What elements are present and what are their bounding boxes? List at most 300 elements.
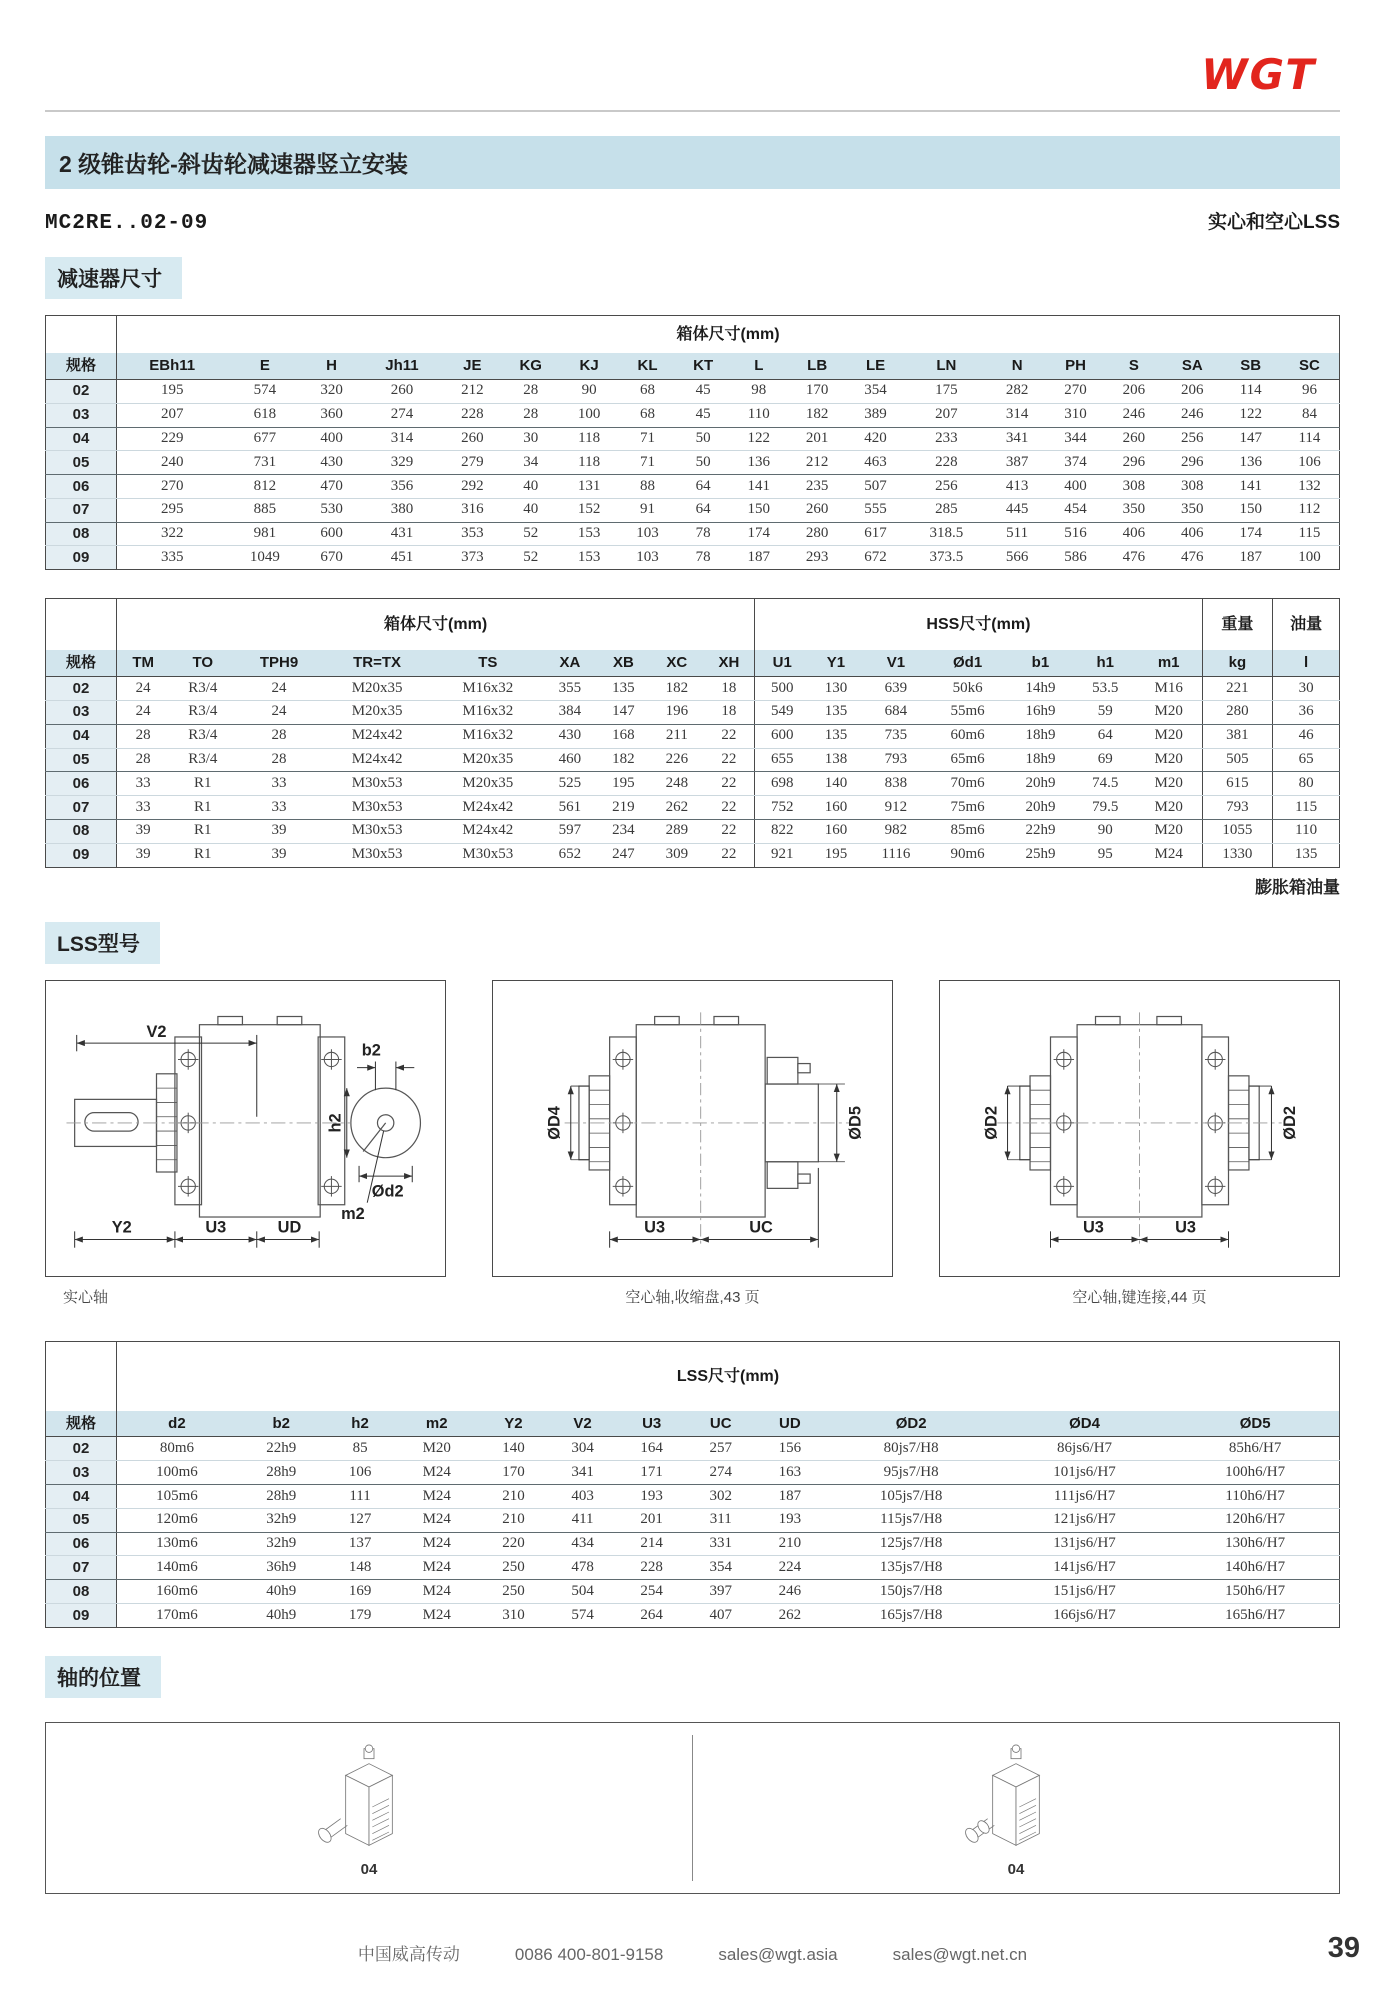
column-header: N xyxy=(988,353,1046,379)
table-row-06 xyxy=(46,1532,1340,1556)
value-cell: 40h9 xyxy=(237,1580,326,1604)
shaft-position-left xyxy=(46,1723,692,1893)
spec-cell: 02 xyxy=(46,379,117,403)
value-cell: M16 xyxy=(1136,677,1202,701)
value-cell: 160m6 xyxy=(117,1580,237,1604)
value-cell: 135js7/H8 xyxy=(824,1556,997,1580)
value-cell: M24 xyxy=(395,1461,479,1485)
column-header: PH xyxy=(1046,353,1104,379)
value-cell: 166js6/H7 xyxy=(1053,1606,1116,1623)
value-cell: 314 xyxy=(361,427,443,451)
value-cell: 135 xyxy=(809,700,862,724)
table-row-04 xyxy=(46,1485,1340,1509)
value-cell: 260 xyxy=(788,498,846,522)
value-cell: 555 xyxy=(846,498,904,522)
value-cell: 600 xyxy=(755,724,809,748)
value-cell: 130m6 xyxy=(117,1532,237,1556)
value-cell: 115js7/H8 xyxy=(824,1508,997,1532)
value-cell: 175 xyxy=(905,379,988,403)
value-cell: 18h9 xyxy=(1006,724,1075,748)
value-cell: 250 xyxy=(479,1556,548,1580)
value-cell: 246 xyxy=(755,1580,824,1604)
value-cell: 309 xyxy=(665,846,689,863)
value-cell: 90 xyxy=(560,379,618,403)
value-cell: 22 xyxy=(704,772,755,796)
value-cell: 530 xyxy=(302,498,360,522)
dim-label-ud: UD xyxy=(277,1218,302,1237)
value-cell: 68 xyxy=(618,403,676,427)
value-cell: 221 xyxy=(1202,677,1273,701)
value-cell: 981 xyxy=(227,522,302,546)
value-cell: 353 xyxy=(443,522,501,546)
value-cell: 160 xyxy=(809,819,862,843)
value-cell: 302 xyxy=(686,1485,755,1509)
value-cell: 504 xyxy=(548,1580,617,1604)
value-cell: 140 xyxy=(809,772,862,796)
value-cell: 16h9 xyxy=(1006,700,1075,724)
value-cell: 39 xyxy=(135,846,151,863)
value-cell: 130 xyxy=(809,677,862,701)
value-cell: 354 xyxy=(846,379,904,403)
value-cell: 193 xyxy=(755,1508,824,1532)
value-cell: 153 xyxy=(560,522,618,546)
value-cell: 79.5 xyxy=(1075,796,1136,820)
dim-label-y2: Y2 xyxy=(111,1218,132,1237)
value-cell: 318.5 xyxy=(905,522,988,546)
value-cell: 207 xyxy=(905,403,988,427)
value-cell: 380 xyxy=(361,498,443,522)
column-header: SC xyxy=(1280,353,1340,379)
value-cell: 45 xyxy=(677,379,730,403)
table-row-08 xyxy=(46,522,1340,546)
diagram-shrink-disc xyxy=(492,980,893,1307)
value-cell: M16x32 xyxy=(432,724,543,748)
value-cell: M20 xyxy=(1136,796,1202,820)
value-cell: M20x35 xyxy=(322,700,433,724)
value-cell: 406 xyxy=(1163,522,1221,546)
value-cell: R3/4 xyxy=(169,724,236,748)
value-cell: 470 xyxy=(302,475,360,499)
value-cell: 912 xyxy=(863,796,929,820)
spec-cell: 03 xyxy=(46,700,117,724)
page-title: 2 级锥齿轮-斜齿轮减速器竖立安装 xyxy=(45,136,1340,189)
value-cell: 355 xyxy=(543,677,596,701)
shaft-position-icon-hollow xyxy=(956,1738,1076,1856)
value-cell: 206 xyxy=(1105,379,1163,403)
value-cell: 254 xyxy=(617,1580,686,1604)
column-header: SA xyxy=(1163,353,1221,379)
value-cell: 311 xyxy=(686,1508,755,1532)
value-cell: M20x35 xyxy=(432,748,543,772)
dim-label-d5: ØD5 xyxy=(846,1106,865,1140)
value-cell: 80m6 xyxy=(117,1437,237,1461)
value-cell: 103 xyxy=(618,522,676,546)
value-cell: 982 xyxy=(863,819,929,843)
value-cell: 400 xyxy=(302,427,360,451)
value-cell: 250 xyxy=(479,1580,548,1604)
value-cell: 111 xyxy=(326,1485,395,1509)
value-cell: 135 xyxy=(597,677,650,701)
value-cell: 1049 xyxy=(249,548,280,565)
dim-label-d2-right: ØD2 xyxy=(1280,1106,1299,1140)
value-cell: 206 xyxy=(1163,379,1221,403)
value-cell: 670 xyxy=(320,548,343,565)
value-cell: 403 xyxy=(548,1485,617,1509)
table-row-09 xyxy=(46,1604,1340,1628)
value-cell: 71 xyxy=(618,451,676,475)
value-cell: 24 xyxy=(236,700,321,724)
column-header: XA xyxy=(543,650,596,676)
value-cell: 235 xyxy=(788,475,846,499)
value-cell: 65 xyxy=(1273,748,1340,772)
value-cell: 32h9 xyxy=(237,1508,326,1532)
value-cell: 28 xyxy=(236,724,321,748)
value-cell: M20x35 xyxy=(432,772,543,796)
column-header: V1 xyxy=(863,650,929,676)
value-cell: 460 xyxy=(543,748,596,772)
dimension-lines xyxy=(571,1084,845,1248)
value-cell: 406 xyxy=(1105,522,1163,546)
value-cell: 411 xyxy=(548,1508,617,1532)
value-cell: 430 xyxy=(302,451,360,475)
value-cell: 40h9 xyxy=(266,1606,297,1623)
column-header: UD xyxy=(755,1411,824,1437)
value-cell: 264 xyxy=(640,1606,663,1623)
column-header: Jh11 xyxy=(361,353,443,379)
value-cell: 246 xyxy=(1105,403,1163,427)
value-cell: 384 xyxy=(543,700,596,724)
spec-cell: 08 xyxy=(46,819,117,843)
value-cell: 274 xyxy=(361,403,443,427)
spec-cell: 09 xyxy=(46,1604,117,1628)
dim-label-d4: ØD4 xyxy=(545,1106,564,1140)
value-cell: 84 xyxy=(1280,403,1340,427)
column-header: Y2 xyxy=(479,1411,548,1437)
value-cell: 105js7/H8 xyxy=(824,1485,997,1509)
value-cell: 210 xyxy=(755,1532,824,1556)
value-cell: 98 xyxy=(730,379,788,403)
column-header: l xyxy=(1273,650,1340,676)
value-cell: 387 xyxy=(988,451,1046,475)
value-cell: 617 xyxy=(846,522,904,546)
column-header: LE xyxy=(846,353,904,379)
value-cell: 341 xyxy=(988,427,1046,451)
value-cell: 141 xyxy=(1222,475,1280,499)
value-cell: M24x42 xyxy=(432,819,543,843)
value-cell: 454 xyxy=(1046,498,1104,522)
value-cell: 106 xyxy=(326,1461,395,1485)
value-cell: 127 xyxy=(326,1508,395,1532)
value-cell: 131 xyxy=(560,475,618,499)
value-cell: 22h9 xyxy=(1006,819,1075,843)
value-cell: 282 xyxy=(988,379,1046,403)
value-cell: 574 xyxy=(571,1606,594,1623)
value-cell: 18 xyxy=(704,700,755,724)
value-cell: 201 xyxy=(788,427,846,451)
value-cell: 22 xyxy=(704,819,755,843)
value-cell: R3/4 xyxy=(169,700,236,724)
value-cell: 822 xyxy=(755,819,809,843)
footer-email-cn: sales@wgt.net.cn xyxy=(892,1944,1028,1964)
value-cell: 101js6/H7 xyxy=(998,1461,1171,1485)
value-cell: 329 xyxy=(361,451,443,475)
table-row-02 xyxy=(46,379,1340,403)
value-cell: 320 xyxy=(302,379,360,403)
value-cell: 24 xyxy=(117,700,170,724)
value-cell: 212 xyxy=(788,451,846,475)
value-cell: 40 xyxy=(502,475,560,499)
value-cell: 132 xyxy=(1280,475,1340,499)
value-cell: 196 xyxy=(650,700,703,724)
column-header: L xyxy=(730,353,788,379)
column-header: b2 xyxy=(237,1411,326,1437)
dim-label-u3-right: U3 xyxy=(1175,1218,1196,1237)
value-cell: M24x42 xyxy=(432,796,543,820)
dim-label-d2: Ød2 xyxy=(371,1182,404,1201)
value-cell: 65m6 xyxy=(929,748,1006,772)
value-cell: 30 xyxy=(502,427,560,451)
value-cell: 698 xyxy=(755,772,809,796)
value-cell: 735 xyxy=(863,724,929,748)
value-cell: 885 xyxy=(227,498,302,522)
value-cell: 70m6 xyxy=(929,772,1006,796)
column-header: Y1 xyxy=(809,650,862,676)
column-header: XC xyxy=(650,650,703,676)
value-cell: 80js7/H8 xyxy=(824,1437,997,1461)
column-header: V2 xyxy=(548,1411,617,1437)
value-cell: 170m6 xyxy=(156,1606,198,1623)
column-header: XB xyxy=(597,650,650,676)
column-header: KG xyxy=(502,353,560,379)
value-cell: 22 xyxy=(704,843,755,867)
shaft-position-label: 04 xyxy=(360,1860,378,1878)
value-cell: 125js7/H8 xyxy=(824,1532,997,1556)
value-cell: 140m6 xyxy=(117,1556,237,1580)
value-cell: 228 xyxy=(905,451,988,475)
value-cell: 256 xyxy=(1163,427,1221,451)
value-cell: 296 xyxy=(1163,451,1221,475)
value-cell: 170 xyxy=(788,379,846,403)
value-cell: 32h9 xyxy=(237,1532,326,1556)
value-cell: 260 xyxy=(361,379,443,403)
column-header: S xyxy=(1105,353,1163,379)
section-label-reducer-dimensions: 减速器尺寸 xyxy=(45,257,182,299)
value-cell: 684 xyxy=(863,700,929,724)
value-cell: 78 xyxy=(677,522,730,546)
value-cell: 274 xyxy=(686,1461,755,1485)
column-header: Ød1 xyxy=(929,650,1006,676)
value-cell: 289 xyxy=(650,819,703,843)
footer-email-asia: sales@wgt.asia xyxy=(718,1944,838,1964)
value-cell: 138 xyxy=(809,748,862,772)
table-row-02 xyxy=(46,677,1340,701)
value-cell: 52 xyxy=(523,548,539,565)
model-code: MC2RE..02-09 xyxy=(45,212,209,235)
value-cell: 354 xyxy=(686,1556,755,1580)
value-cell: 64 xyxy=(677,475,730,499)
table2-oil-title: 油量 xyxy=(1273,599,1340,651)
value-cell: 280 xyxy=(1202,700,1273,724)
value-cell: 135 xyxy=(1294,846,1318,863)
value-cell: 731 xyxy=(227,451,302,475)
value-cell: 33 xyxy=(117,772,170,796)
dim-label-b2: b2 xyxy=(361,1041,381,1060)
value-cell: 136 xyxy=(1222,451,1280,475)
table-row-08 xyxy=(46,819,1340,843)
value-cell: 168 xyxy=(597,724,650,748)
value-cell: 39 xyxy=(117,819,170,843)
value-cell: 86js6/H7 xyxy=(998,1437,1171,1461)
value-cell: 212 xyxy=(443,379,501,403)
value-cell: 373 xyxy=(461,548,484,565)
value-cell: 187 xyxy=(1239,548,1262,565)
value-cell: M20x35 xyxy=(322,677,433,701)
value-cell: 434 xyxy=(548,1532,617,1556)
value-cell: R1 xyxy=(169,772,236,796)
value-cell: 39 xyxy=(271,846,287,863)
footer-phone: 0086 400-801-9158 xyxy=(514,1944,664,1964)
column-header: JE xyxy=(443,353,501,379)
value-cell: 55m6 xyxy=(929,700,1006,724)
value-cell: 195 xyxy=(117,379,228,403)
value-cell: 652 xyxy=(558,846,582,863)
value-cell: 85m6 xyxy=(929,819,1006,843)
value-cell: 344 xyxy=(1046,427,1104,451)
value-cell: 80 xyxy=(1273,772,1340,796)
value-cell: 96 xyxy=(1280,379,1340,403)
column-header: TR=TX xyxy=(322,650,433,676)
value-cell: 150 xyxy=(730,498,788,522)
value-cell: 793 xyxy=(863,748,929,772)
column-header: U1 xyxy=(755,650,809,676)
value-cell: 90 xyxy=(1075,819,1136,843)
value-cell: 407 xyxy=(709,1606,733,1623)
value-cell: 174 xyxy=(730,522,788,546)
value-cell: 210 xyxy=(479,1485,548,1509)
value-cell: 233 xyxy=(905,427,988,451)
table-row-04 xyxy=(46,427,1340,451)
spec-cell: 05 xyxy=(46,451,117,475)
value-cell: 110 xyxy=(1273,819,1340,843)
value-cell: 95 xyxy=(1097,846,1113,863)
value-cell: 561 xyxy=(543,796,596,820)
section-label-lss-type: LSS型号 xyxy=(45,922,160,964)
value-cell: M30x53 xyxy=(322,796,433,820)
value-cell: 111js6/H7 xyxy=(998,1485,1171,1509)
table2-group2-title: HSS尺寸(mm) xyxy=(755,599,1202,651)
value-cell: 105m6 xyxy=(117,1485,237,1509)
value-cell: 151js6/H7 xyxy=(998,1580,1171,1604)
spec-cell: 09 xyxy=(46,843,117,867)
column-header: EBh11 xyxy=(117,353,228,379)
value-cell: M20 xyxy=(1136,700,1202,724)
value-cell: R1 xyxy=(194,846,212,863)
column-header: LN xyxy=(905,353,988,379)
spec-cell: 08 xyxy=(46,522,117,546)
dim-label-d2-left: ØD2 xyxy=(982,1106,1001,1140)
table-row-06 xyxy=(46,475,1340,499)
value-cell: 350 xyxy=(1163,498,1221,522)
value-cell: 45 xyxy=(677,403,730,427)
value-cell: 118 xyxy=(560,427,618,451)
table-row-09 xyxy=(46,546,1340,570)
value-cell: M24 xyxy=(395,1485,479,1509)
spec-cell: 03 xyxy=(46,1461,117,1485)
value-cell: 525 xyxy=(543,772,596,796)
spec-cell: 04 xyxy=(46,1485,117,1509)
value-cell: 106 xyxy=(1280,451,1340,475)
value-cell: 331 xyxy=(686,1532,755,1556)
value-cell: 163 xyxy=(755,1461,824,1485)
value-cell: 505 xyxy=(1202,748,1273,772)
value-cell: 64 xyxy=(677,498,730,522)
column-header: h1 xyxy=(1075,650,1136,676)
value-cell: 22 xyxy=(704,796,755,820)
value-cell: M20 xyxy=(1136,819,1202,843)
spec-column-header: 规格 xyxy=(46,1411,117,1437)
column-header: E xyxy=(227,353,302,379)
value-cell: 141js6/H7 xyxy=(998,1556,1171,1580)
value-cell: 285 xyxy=(905,498,988,522)
value-cell: 50k6 xyxy=(929,677,1006,701)
value-cell: 921 xyxy=(770,846,794,863)
table-row-08 xyxy=(46,1580,1340,1604)
value-cell: 120h6/H7 xyxy=(1171,1508,1339,1532)
table-row-07 xyxy=(46,796,1340,820)
value-cell: 511 xyxy=(988,522,1046,546)
value-cell: M16x32 xyxy=(432,700,543,724)
value-cell: 615 xyxy=(1202,772,1273,796)
value-cell: 316 xyxy=(443,498,501,522)
dim-label-u3: U3 xyxy=(205,1218,227,1237)
value-cell: 130h6/H7 xyxy=(1171,1532,1339,1556)
table-row-02 xyxy=(46,1437,1340,1461)
table-row-04 xyxy=(46,724,1340,748)
column-header: KT xyxy=(677,353,730,379)
value-cell: 360 xyxy=(302,403,360,427)
spec-cell: 06 xyxy=(46,772,117,796)
value-cell: 152 xyxy=(560,498,618,522)
column-header: XH xyxy=(704,650,755,676)
value-cell: 78 xyxy=(695,548,711,565)
diagram-key-connection xyxy=(939,980,1340,1307)
value-cell: 85 xyxy=(326,1437,395,1461)
value-cell: 28 xyxy=(117,724,170,748)
shaft-position-box xyxy=(45,1722,1340,1894)
value-cell: M30x53 xyxy=(462,846,514,863)
value-cell: M30x53 xyxy=(322,772,433,796)
table-row-06 xyxy=(46,772,1340,796)
value-cell: 100 xyxy=(560,403,618,427)
value-cell: M24 xyxy=(395,1532,479,1556)
value-cell: 28 xyxy=(117,748,170,772)
value-cell: 64 xyxy=(1075,724,1136,748)
value-cell: 240 xyxy=(117,451,228,475)
value-cell: 36 xyxy=(1273,700,1340,724)
column-header: UC xyxy=(686,1411,755,1437)
table-row-03 xyxy=(46,1461,1340,1485)
spec-cell: 02 xyxy=(46,677,117,701)
value-cell: 156 xyxy=(755,1437,824,1461)
value-cell: 182 xyxy=(597,748,650,772)
value-cell: 18h9 xyxy=(1006,748,1075,772)
value-cell: 39 xyxy=(236,819,321,843)
value-cell: 566 xyxy=(1005,548,1029,565)
value-cell: 121js6/H7 xyxy=(998,1508,1171,1532)
value-cell: 655 xyxy=(755,748,809,772)
value-cell: 22h9 xyxy=(237,1437,326,1461)
value-cell: 445 xyxy=(988,498,1046,522)
